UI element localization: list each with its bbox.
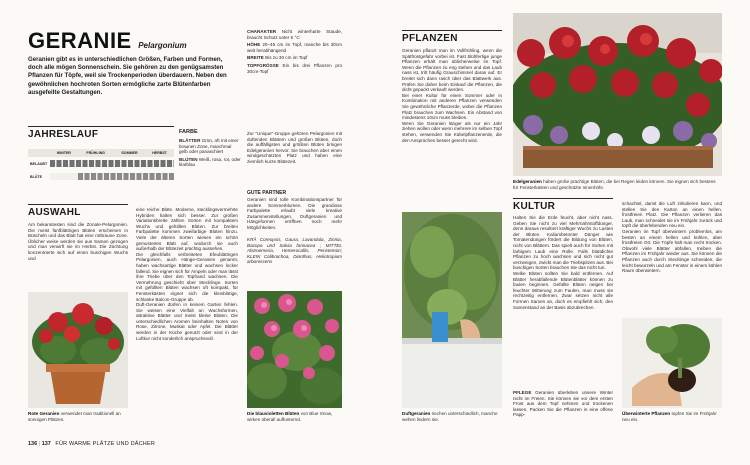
photo-ueberwintert	[622, 318, 722, 408]
fact-row	[247, 29, 342, 40]
edelgeranien-image	[513, 13, 722, 176]
divider	[28, 126, 174, 127]
chapter-title: FÜR WARME PLÄTZE UND DÄCHER	[55, 441, 156, 447]
farbe-label: BLÜTEN	[179, 156, 198, 162]
farbe-text: Grün, oft mit einer braunen Zone, manchmal gelb oder panaschiert	[179, 138, 239, 155]
partner-text: Geranien sind tolle Kombinationspartner für andere Sommerblumen. Die grandiose Farbpalette erlaubt viele kreative Zusammenstellungen, Duftgeranien und Hängeformen eröffnen noch mehr Möglichkeiten.	[247, 197, 342, 230]
divider	[513, 198, 613, 199]
section-heading-jahreslauf: JAHRESLAUF	[28, 129, 99, 140]
ueberwintert-image	[622, 318, 722, 408]
kultur-col1: Halten Sie die Erde feucht, aber nicht nass. Geben Sie nicht zu viel Mehrnährstoffdünger, denn daraus resultiert kräftiger Wuchs zu Lasten der Blüten. Kaliumbetonter Dünger wie Tomatendüngen fördert die Bildung von Blüten, nicht von Blättern. Das spielt auch für Sorten mit farbigem Laub eine Rolle. Falls blattdichte Pflanzen zu hoch wachsen und sich nicht gut verzweigen, zwickt man die Triebspitzen aus. Bei buschigen Sorten brauchen Sie das nicht tun. Welke Blüten sollten Sie bald entfernen. Auf Blätter herabfallende Blütenblätter können zu faulen beginnen. Gefüllte Blüten neigen bei feuchter Witterung zum Faulen, man muss sie rechtzeitig entfernen. Zwar setzen nicht alle Formen Samen an, doch es empfiehlt sich, den Samenstand an der Basis abzubrechen.	[513, 215, 613, 310]
photo-red-geraniums	[28, 292, 128, 408]
season-table	[28, 149, 174, 183]
auswahl-col1: Am bekanntesten sind die Zonale-Pelargonien. Die meist fünfblättrigen Blüten erscheinen in Büscheln und das Blatt hat eine rotbraune Zone. Üblicher weise werden sie aus Samen gezogen und man verwirft sie im Herbst. Die Züchtung konzentrierte sich auf einen buschigen Wuchs und	[28, 222, 128, 261]
foliage-bar	[50, 160, 174, 167]
season-label: HERBST	[152, 151, 167, 155]
season-label: SOMMER	[121, 151, 138, 155]
fact-label: HÖHE	[247, 42, 261, 48]
kultur-col2: schachtel, damit die Luft zirkulieren kann, und stellen Sie den Karton an einen hellen, frostfreien Platz. Die Pflanzen verlieren das Laub, man schneidet sie im Frühjahr zurück und topft die überlebenden neu ein. Geranien im Topf überwintern problemlos, am besten an einem hellen und kühlen, aber frostfreien Ort. Die Töpfe hält man recht trocken. Obwohl viele Blätter abfallen, treiben die Pflanzen im Frühjahr wieder aus. Sie können die Pflanzen auch durch Stecklinge schneiden, die leicht bewurzeln und am Fenster in einem kühlen Raum überwintern.	[622, 201, 722, 274]
caption-bold: Die blauvioletten Blüten	[247, 411, 300, 416]
caption-red	[28, 411, 128, 422]
fact-text: Ein bis drei Pflanzen pro 30cm-Topf	[247, 62, 342, 74]
unique-text: Zur "Unique"-Gruppe gehören Pelargonien mit duftenden Blättern und großen Blüten, doch die auffälligsten und größten Blüten bringen Edelgeranien hervor. Sie brauchen aber einen windgeschützten Platz und haben eine ziemlich kurze Blütezeit.	[247, 131, 342, 164]
farbe-row	[179, 157, 241, 168]
caption-bold: Überwinterte Pflanzen	[622, 411, 671, 416]
page-title	[28, 28, 187, 54]
fact-text: Bis zu 30 cm im Topf	[265, 55, 308, 61]
farbe-box	[179, 129, 241, 168]
farbe-label: BLÄTTER	[179, 138, 201, 143]
farbe-text: Weiß, rosa, rot, oder klarblau	[179, 156, 241, 168]
title-text: GERANIE	[28, 28, 132, 53]
farbe-heading: FARBE	[179, 129, 198, 135]
partner-list: KRÄ Coreopsis, Gaura, Lavandula, Zinnia, Bacopa und Salvia farinacea ; MITTEL Alstroemeria, Hemerocallis, Penstemon; KLEIN Calibrachoa, Dianthus, Heliotropium arborescens	[247, 237, 342, 265]
season-label: WINTER	[56, 151, 71, 155]
caption-blue	[247, 411, 342, 422]
season-label: FRÜHLING	[86, 151, 105, 155]
caption-bold: Duftgeranien	[402, 411, 431, 416]
caption-text: haben große prächtige Blüten, die bei Regen leiden können. Sie eignen sich bestens für Fensterkästen und geschützte Innenhöfe.	[513, 179, 716, 190]
blue-geranium-image	[247, 291, 342, 408]
caption-text: verwendet man traditionell an sonnigen Plätzen.	[28, 411, 121, 422]
fact-label: BREITE	[247, 55, 264, 61]
footer: 136 | 137 FÜR WARME PLÄTZE UND DÄCHER	[28, 441, 156, 447]
caption-ueber	[622, 411, 722, 422]
divider	[402, 30, 502, 31]
intro-text: Geranien gibt es in unterschiedlichen Größen, Farben und Formen, doch alle mögen Sonnenschein. Sie gehören zu den genügsamsten Pflanzen für Töpfe, weil sie Trockenperioden überdauern. Neben den gewöhnlichen hochroten Sorten ermögliche zarte Blütenfarben ausgefeilte Gestaltungen.	[28, 56, 227, 96]
latin-name: Pelargonium	[138, 41, 187, 50]
section-heading-kultur: KULTUR	[513, 201, 556, 212]
fact-text: 20–45 cm im Topf, manche bis 30cm weit herabhängend	[247, 42, 342, 53]
caption-bold: Edelgeranien	[513, 179, 542, 184]
photo-blue-geraniums	[247, 291, 342, 408]
caption-text: riechen unterschiedlich, manche wehen lindern sie.	[402, 411, 498, 422]
fact-label: TOPFGRÖSSE	[247, 62, 279, 68]
red-geranium-image	[28, 292, 128, 408]
photo-duftgeranien	[402, 212, 502, 408]
divider	[28, 204, 128, 205]
caption-edel	[513, 179, 722, 190]
caption-duft	[402, 411, 502, 422]
fact-text: Nicht winterharte Staude, braucht Schutz unter 5 °C	[247, 29, 342, 40]
caption-bold: Rote Geranien	[28, 411, 60, 416]
fact-box	[247, 29, 342, 74]
fact-label: CHARAKTER	[247, 29, 277, 34]
row-label: BLÜTE	[30, 174, 42, 179]
fact-row	[247, 42, 342, 53]
partner-heading: GUTE PARTNER	[247, 190, 287, 196]
farbe-row	[179, 138, 241, 155]
page-number-left: 136	[28, 441, 38, 447]
row-label: BELAUBT	[30, 161, 48, 166]
bloom-bar	[78, 173, 174, 180]
caption-text: topfen Sie im Frühjahr neu ein.	[622, 411, 717, 422]
pflege-body: Geranien überleben unsere Winter nicht im Freien. Sie können sie vor dem ersten Frost aus dem Topf nehmen und trockenen lassen. Packen Sie die Pflanzen in eine offene Papp-	[513, 390, 614, 418]
page-number-right: 137	[41, 441, 51, 447]
auswahl-col2: eine reiche Blüte. Moderne, stecklingsvermehrte Hybriden halten sich besser. Zur großen Variationsbreite zählen Sorten mit kompaktem Wuchs und gefüllten Blüten. Zur breiten Farbpalette kommen zweifarbige Blüten hinzu. Viele der älteren Sorten wiesen ein schön gemustertes Blatt auf, wodurch sie auch außerhalb der Blütezeit prächtig aussehen. Die gleichfalls verbreiteten Efeublättrigen Pelargonien, auch Hänge-Geranien genannt, haben wachsartige Blätter und wachsen locker fallend. Sie eignen sich für Ampeln oder man lässt ihre Triebe über den Topfrand wachsen. Die Vermehrung geschieht über Stecklinge. Sorten mit gefüllten Blüten wachsen oft kompakt, für Fensterkästen eignet sich die kleinblütige, schlanke Balcon-Gruppe ab. Duft-Geranien dürfen in keinem Garten fehlen. Sie weisen eine Vielfalt an Wuchsformen, attraktive Blätter und meist kleine Blüten. Die unterschiedlichen Aromen beinhalten Noten von Rose, Zitrone, Muskat oder Apfel. Die Blätter werden in der Küche genutzt oder sind in der Luftkur nicht sonderlich anspruchsvoll.	[136, 207, 238, 341]
pflanzen-text: Geranien pflanzt man im Vollfrühling, wenn die Spätfrostgefahr vorbei ist. Fast blühfertige junge Pflanzen erhält man üblicherweise im Topf. Wenn die Pflanzen zu eng stehen und das Laub nass ist, tritt häufig Grauschimmel daran auf. Er breitet sich dann rasch über das Blattwerk aus. Prüfen Sie daher beim Einkauf die Pflanzen, die dicht gepackt verkauft werden. Bei einer Kultur für einen Sommer oder in Kombination mit anderen Pflanzen verwenden Sie gewöhnliche Pflanzerde, wobei die Pflanzen Platz brauchen zum Wachsen. Ein Abstand von mindestens 10cm muss bleiben. Wenn Sie Geranien länger als nur ein Jahr ziehen wollen oder wenn mehrere im selben Topf stehen, verwenden Sie Kübelpflanzenerde, die den Ansprüchen besser gerecht wird.	[402, 48, 502, 143]
caption-text: von Blue Snow, wirken überall auffunternd.	[247, 411, 333, 422]
section-heading-auswahl: AUSWAHL	[28, 207, 81, 218]
fact-row	[247, 63, 342, 74]
section-heading-pflanzen: PFLANZEN	[402, 33, 458, 44]
pflege-text	[513, 390, 613, 418]
duftgeranien-image	[402, 212, 502, 408]
fact-row	[247, 55, 342, 61]
photo-edelgeranien	[513, 13, 722, 176]
pflege-label: PFLEGE	[513, 390, 532, 395]
